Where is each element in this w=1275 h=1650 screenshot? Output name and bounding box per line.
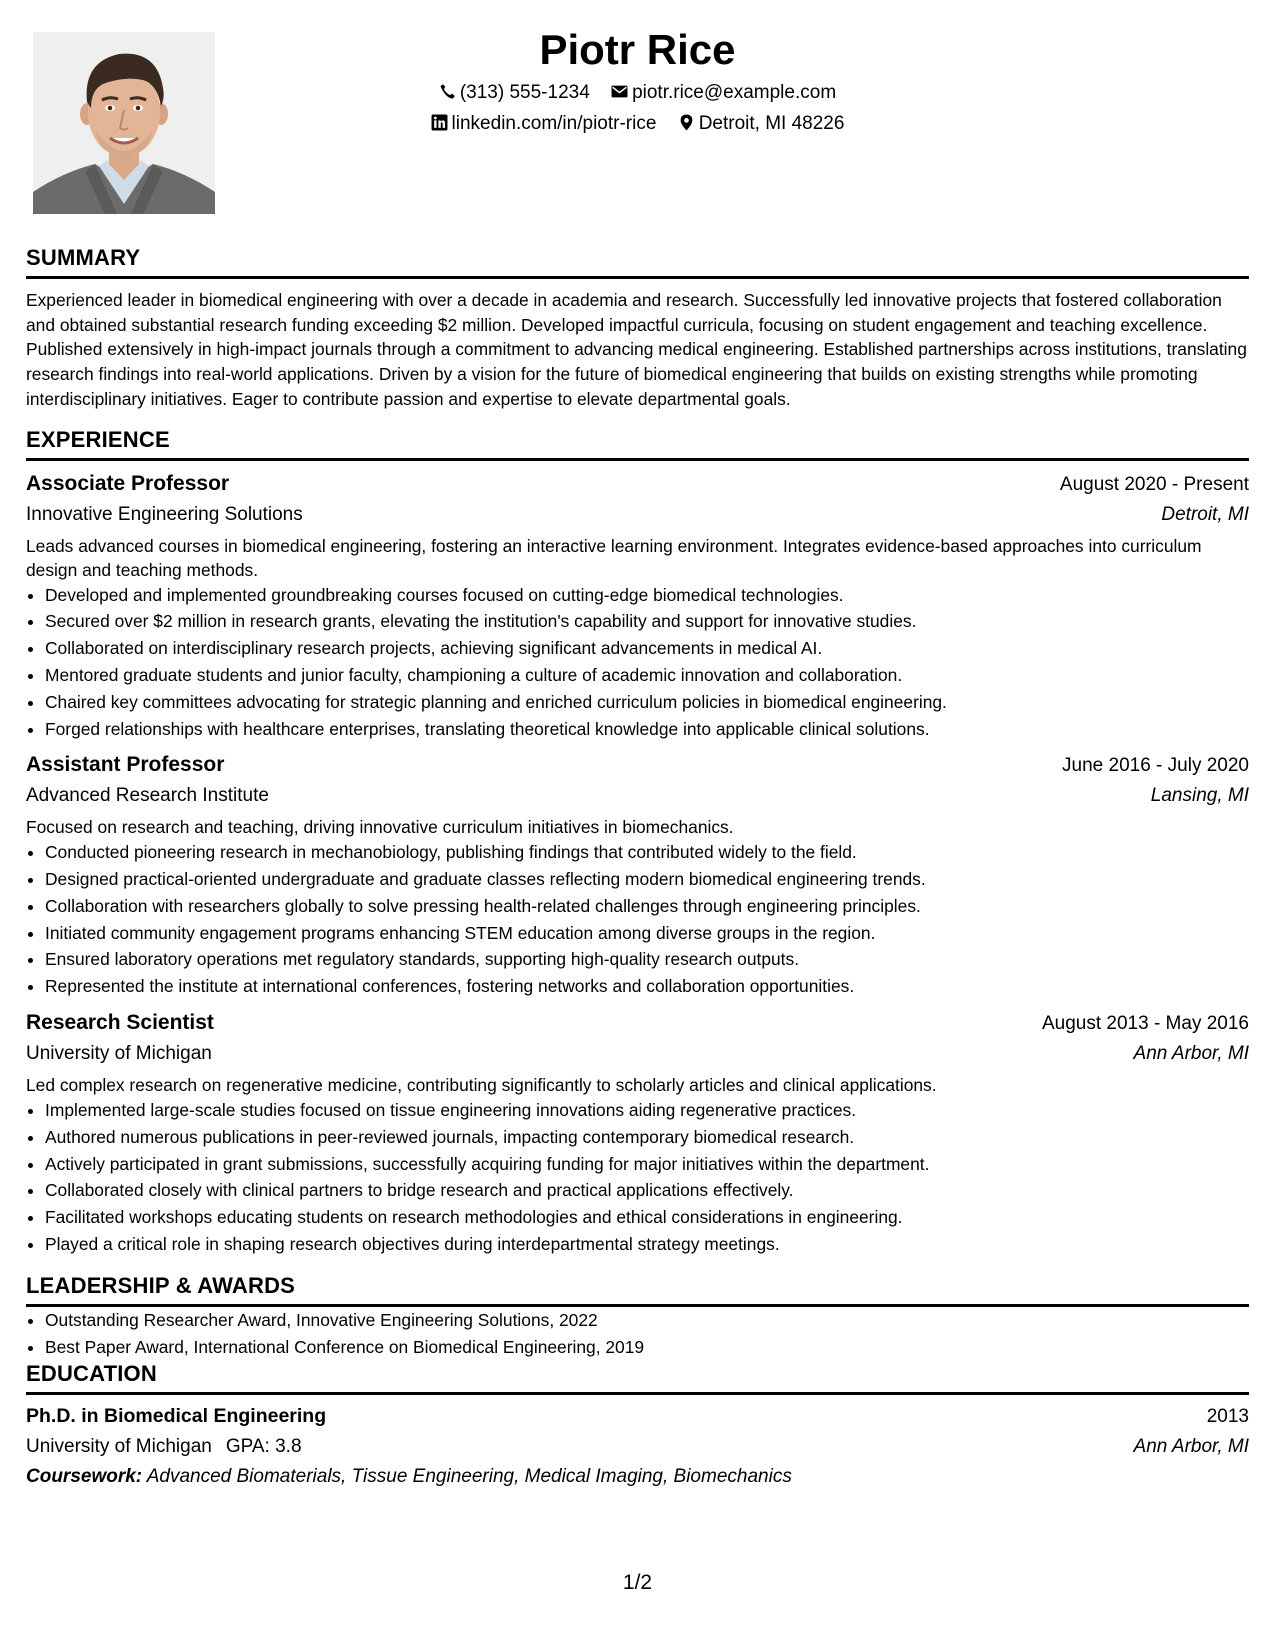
list-item: • Designed practical-oriented undergraduate and graduate classes reflecting modern biomedical engineering trends. <box>45 866 1249 893</box>
phone-icon <box>439 83 456 100</box>
list-item: • Collaboration with researchers globally to solve pressing health-related challenges through engineering principles. <box>45 893 1249 920</box>
list-item: • Actively participated in grant submissions, successfully acquiring funding for major initiatives within the department. <box>45 1151 1249 1178</box>
experience-heading: EXPERIENCE <box>26 426 1249 461</box>
list-item: • Initiated community engagement programs enhancing STEM education among diverse groups in the region. <box>45 920 1249 947</box>
school-name: University of Michigan <box>26 1436 212 1458</box>
job-description: Focused on research and teaching, driving innovative curriculum initiatives in biomechanics. <box>26 817 734 838</box>
job-organization: Advanced Research Institute <box>26 785 269 807</box>
list-item: • Ensured laboratory operations met regulatory standards, supporting high-quality research outputs. <box>45 946 1249 973</box>
list-item: • Implemented large-scale studies focused on tissue engineering innovations aiding regenerative practices. <box>45 1097 1249 1124</box>
job-location: Ann Arbor, MI <box>1133 1043 1249 1065</box>
list-item: • Facilitated workshops educating students on research methodologies and ethical considerations in engineering. <box>45 1204 1249 1231</box>
job-dates: August 2013 - May 2016 <box>1041 1013 1249 1035</box>
map-pin-icon <box>678 114 695 131</box>
email-text: piotr.rice@example.com <box>632 82 837 103</box>
list-item: • Best Paper Award, International Conference on Biomedical Engineering, 2019 <box>45 1334 1249 1361</box>
list-item: • Collaborated closely with clinical partners to bridge research and practical applications effectively. <box>45 1177 1249 1204</box>
list-item: • Forged relationships with healthcare enterprises, translating theoretical knowledge into applicable clinical solutions. <box>45 716 1249 743</box>
awards-heading: LEADERSHIP & AWARDS <box>26 1272 1249 1307</box>
job-entry <box>26 1008 1249 1258</box>
job-entry <box>26 469 1249 743</box>
job-title: Research Scientist <box>26 1011 214 1035</box>
location-contact <box>678 111 845 137</box>
phone-contact[interactable] <box>439 80 590 106</box>
degree-title: Ph.D. in Biomedical Engineering <box>26 1405 327 1428</box>
summary-text: Experienced leader in biomedical engineering with over a decade in academia and research. Successfully led innovative projects that fostered collaboration and obtained substantial research funding exceeding $2 million. Developed impactful curricula, focusing on student engagement and teaching excellence. Published extensively in high-impact journals through a commitment to advancing medical engineering. Established partnerships across institutions, translating research findings into real-world applications. Driven by a vision for the future of biomedical engineering that builds on existing strengths while promoting interdisciplinary initiatives. Eager to contribute passion and expertise to elevate departmental goals. <box>26 290 1247 409</box>
envelope-icon <box>611 83 628 100</box>
list-item: • Secured over $2 million in research grants, elevating the institution's capability and support for innovative studies. <box>45 608 1249 635</box>
list-item: • Authored numerous publications in peer-reviewed journals, impacting contemporary biomedical research. <box>45 1124 1249 1151</box>
coursework-label: Coursework: <box>26 1466 143 1488</box>
contact-row-2 <box>0 111 1275 137</box>
job-location: Detroit, MI <box>1161 503 1249 525</box>
awards-list <box>26 1307 1249 1361</box>
education-heading: EDUCATION <box>26 1360 1249 1395</box>
job-description: Led complex research on regenerative medicine, contributing significantly to scholarly articles and clinical applications. <box>26 1075 937 1096</box>
list-item: • Developed and implemented groundbreaking courses focused on cutting-edge biomedical technologies. <box>45 582 1249 609</box>
linkedin-text: linkedin.com/in/piotr-rice <box>451 113 657 134</box>
phone-text: (313) 555-1234 <box>459 82 590 103</box>
summary-heading: SUMMARY <box>26 244 1249 279</box>
email-contact[interactable] <box>611 80 836 106</box>
job-organization: Innovative Engineering Solutions <box>26 503 303 525</box>
job-title: Assistant Professor <box>26 753 225 777</box>
list-item: • Mentored graduate students and junior faculty, championing a culture of academic innovation and collaboration. <box>45 662 1249 689</box>
list-item: • Conducted pioneering research in mechanobiology, publishing findings that contributed widely to the field. <box>45 839 1249 866</box>
coursework-line <box>26 1462 1249 1492</box>
linkedin-icon <box>431 114 448 131</box>
candidate-name: Piotr Rice <box>539 26 736 73</box>
location-text: Detroit, MI 48226 <box>698 113 845 134</box>
list-item: • Played a critical role in shaping research objectives during interdepartmental strategy meetings. <box>45 1231 1249 1258</box>
school-location: Ann Arbor, MI <box>1133 1436 1249 1458</box>
job-description: Leads advanced courses in biomedical engineering, fostering an interactive learning environment. Integrates evidence-based approaches into curriculum design and teaching methods. <box>26 535 1202 580</box>
education-entry <box>26 1401 1249 1492</box>
list-item: • Represented the institute at international conferences, fostering networks and collaboration opportunities. <box>45 973 1249 1000</box>
job-bullets <box>26 582 1249 743</box>
list-item: • Chaired key committees advocating for strategic planning and enriched curriculum policies in biomedical engineering. <box>45 689 1249 716</box>
job-dates: June 2016 - July 2020 <box>1062 755 1249 777</box>
graduation-year: 2013 <box>1206 1406 1249 1428</box>
job-bullets <box>26 1097 1249 1258</box>
job-entry <box>26 750 1249 1000</box>
job-title: Associate Professor <box>26 471 230 495</box>
job-location: Lansing, MI <box>1150 785 1249 807</box>
page-number: 1/2 <box>622 1571 653 1594</box>
job-dates: August 2020 - Present <box>1059 473 1249 495</box>
gpa: GPA: 3.8 <box>225 1436 302 1458</box>
job-organization: University of Michigan <box>26 1043 212 1065</box>
contact-row-1 <box>0 80 1275 106</box>
coursework-list: Advanced Biomaterials, Tissue Engineering, Medical Imaging, Biomechanics <box>146 1466 792 1488</box>
list-item: • Collaborated on interdisciplinary research projects, achieving significant advancements in medical AI. <box>45 635 1249 662</box>
linkedin-contact[interactable] <box>431 111 657 137</box>
job-bullets <box>26 839 1249 1000</box>
list-item: • Outstanding Researcher Award, Innovative Engineering Solutions, 2022 <box>45 1307 1249 1334</box>
school-line <box>26 1432 302 1462</box>
resume-content <box>26 244 1249 1492</box>
